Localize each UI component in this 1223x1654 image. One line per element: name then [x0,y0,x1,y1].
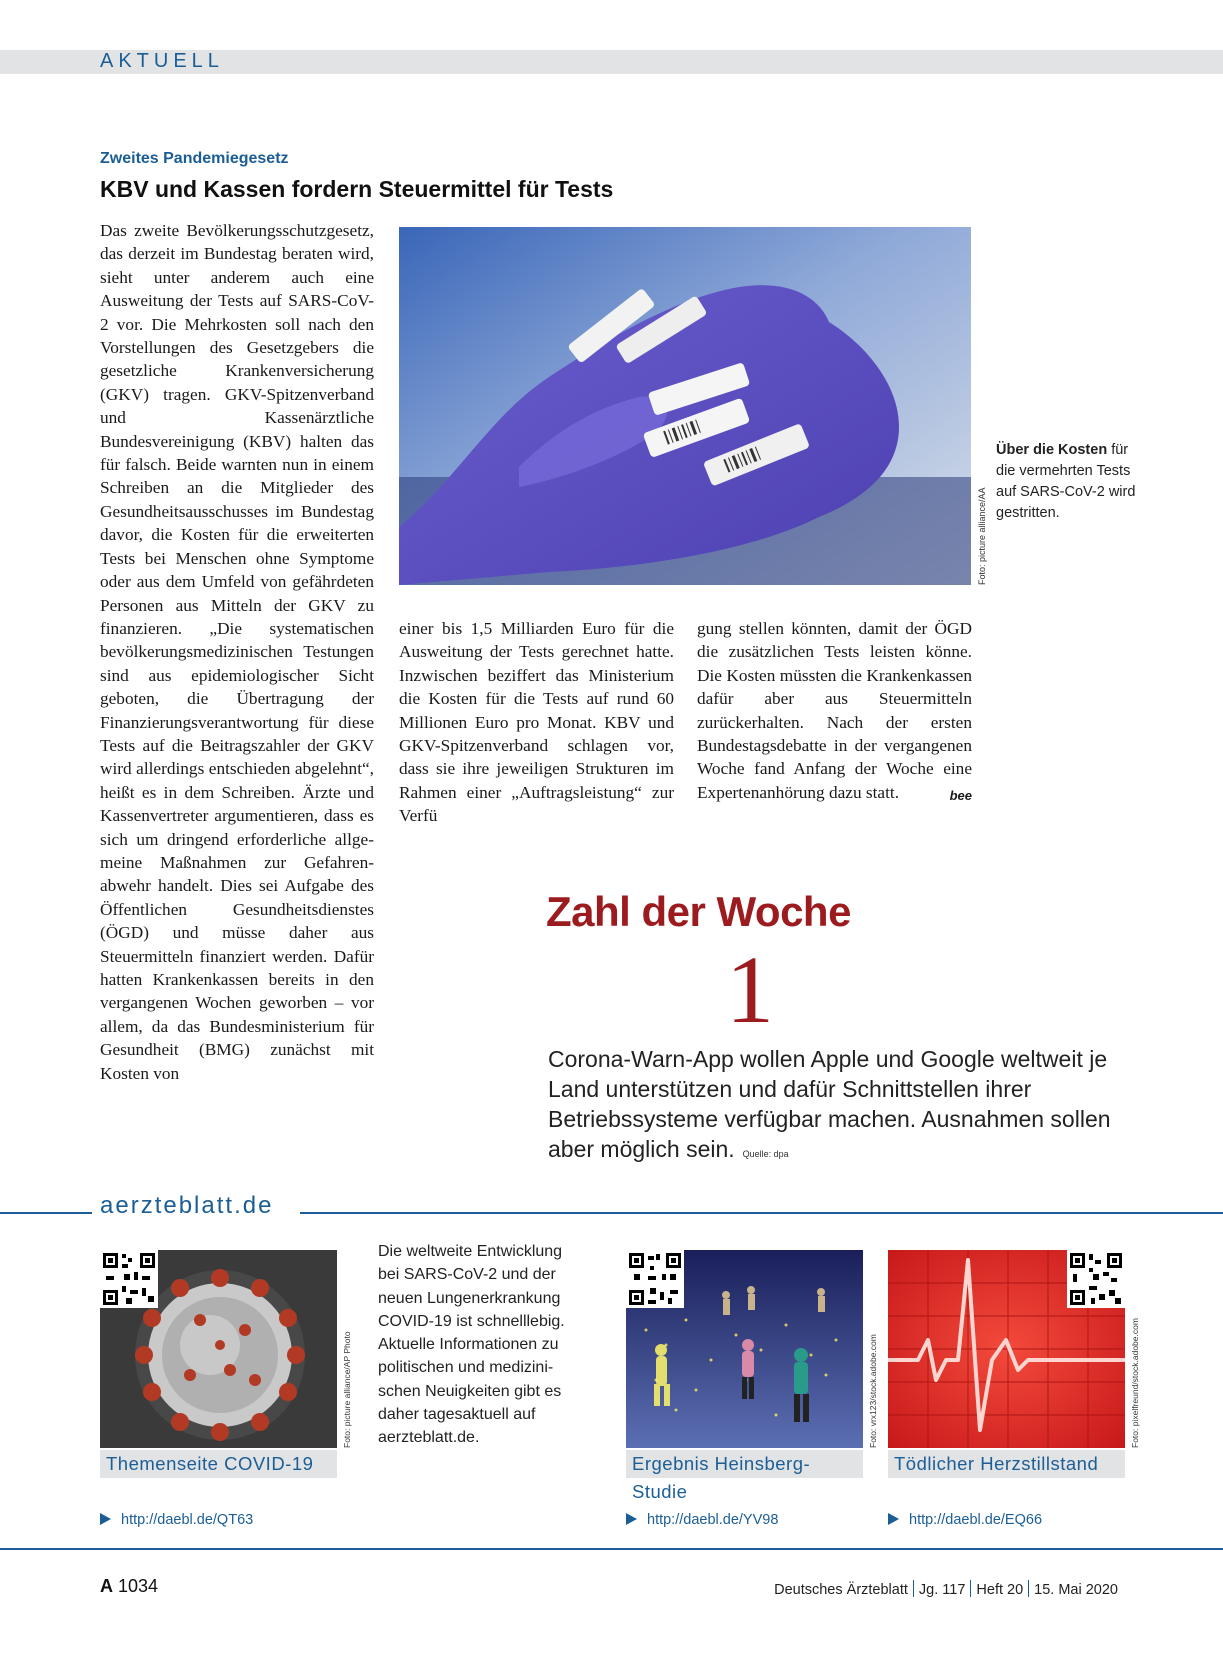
footer-rule [0,1548,1223,1550]
caption-lead: Über die Kosten [996,442,1108,458]
thumbnail-label-covid[interactable]: Themenseite COVID-19 [100,1450,337,1478]
issue-date: 15. Mai 2020 [1034,1582,1118,1598]
article-kicker: Zweites Pandemiegesetz [100,150,289,167]
thumbnail-credit: Foto: picture alliance/AP Photo [342,1331,352,1448]
journal-name: Deutsches Ärzteblatt [774,1582,908,1598]
thumbnail-label-heinsberg[interactable]: Ergebnis Heinsberg-Studie [626,1450,863,1478]
zahl-der-woche-text [548,1044,1148,1169]
link-herzstillstand[interactable] [888,1512,1042,1528]
article-photo-test-tubes [399,227,971,585]
caption-text: für die vermehrten Tests auf SARS-CoV-2 wird gestritten. [996,442,1136,521]
link-url[interactable]: http://daebl.de/EQ66 [909,1512,1043,1528]
thumbnail-credit: Foto: vrx123/stock.adobe.com [868,1334,878,1448]
photo-credit: Foto: picture alliance/AA [977,487,987,585]
article-column-1: Das zweite Bevölkerungsschutzgesetz, das derzeit im Bundestag beraten wird, sieht unter anderem auch eine Ausweitung der Tests auf SARS-CoV-2 vor. Die Mehrkosten soll nach den Vorstellungen des Gesetzgebers die gesetzliche Krankenversicherung (GKV) tragen. GKV-Spitzenverband und Kassenärztliche Bundesvereinigung (KBV) halten das für falsch. Beide warnten nun in einem Schreiben an die Mitglieder des Gesundheitsausschusses im Bundestag davor, die Kosten für die erweiterten Tests bei Menschen ohne Symptome oder aus dem Umfeld von gefährdeten Personen aus Mitteln der GKV zu finanzieren. „Die systematischen bevölkerungsmedizinischen Testungen sind aus epidemiologischer Sicht geboten, die Übertragung der Finanzierungsverantwortung für diese Tests auf die Beitragszahler der GKV wird allerdings entschieden abgelehnt“, heißt es in dem Schreiben. Ärzte und Kassenvertreter argumentieren, dass es sich um dringend erforderliche allgemeine Maßnahmen zur Gefahrenabwehr handelt. Dies sei Aufgabe des Öffentlichen Gesundheitsdienstes (ÖGD) und müsse daher aus Steuermitteln finanziert werden. Dafür hatten Krankenkassen bereits in den vergangenen Wochen geworben – vor allem, da das Bundesministerium für Gesundheit (BMG) zunächst mit Kosten von [100,221,374,1083]
separator [970,1580,971,1597]
link-heinsberg[interactable] [626,1512,778,1528]
separator [913,1580,914,1597]
section-label: AKTUELL [100,50,224,72]
thumbnail-heinsberg[interactable] [626,1250,863,1448]
aerzteblatt-label: aerzteblatt.de [100,1192,274,1219]
zahl-der-woche-source: Quelle: dpa [742,1149,789,1159]
link-covid[interactable] [100,1512,253,1528]
link-url[interactable]: http://daebl.de/YV98 [647,1512,779,1528]
thumbnail-covid-virus[interactable] [100,1250,337,1448]
play-arrow-icon [100,1513,111,1525]
aerzteblatt-intro-text: Die weltweite Entwicklung bei SARS-CoV-2 und der neuen Lungenerkrankung COVID-19 ist schnelllebig. Aktuelle Informationen zu politischen und medizinischen Neuigkeiten gibt es daher tagesaktuell auf aerzteblatt.de. [378,1243,565,1447]
thumbnail-credit: Foto: pixelfreund/stock.adobe.com [1130,1318,1140,1448]
section-rule-right [300,1212,1223,1214]
section-rule-left [0,1212,92,1214]
play-arrow-icon [888,1513,899,1525]
thumbnail-label-herzstillstand[interactable]: Tödlicher Herzstillstand [888,1450,1125,1478]
qr-code-icon [1067,1250,1125,1308]
page-number-value: 1034 [118,1576,159,1596]
qr-code-icon [100,1250,158,1308]
article-headline: KBV und Kassen fordern Steuermittel für Tests [100,176,614,202]
zahl-der-woche-title: Zahl der Woche [546,888,851,935]
separator [1028,1580,1029,1597]
zahl-der-woche-number: 1 [726,936,774,1043]
volume: Jg. 117 [918,1582,966,1598]
play-arrow-icon [626,1513,637,1525]
column-3-text: gung stellen könnten, damit der ÖGD die zusätzlichen Tests leisten könne. Die Kosten müssten die Krankenkassen dafür aber aus Steuermitteln zurückerhalten. Nach der ersten Bundestagsdebatte in der vergangenen Woche fand Anfang der Woche eine Expertenanhörung dazu statt. [697,619,972,802]
zahl-der-woche-body: Corona-Warn-App wollen Apple und Google weltweit je Land unterstützen und dafür Schnittstellen ihrer Betriebssysteme verfügbar machen. Ausnahmen sollen aber möglich sein. [548,1046,1111,1162]
footer-publication-info [774,1580,1118,1598]
article-column-2: einer bis 1,5 Milliarden Euro für die Ausweitung der Tests gerechnet hatte. Inzwischen beziffert das Ministerium die Kosten für die Tests auf rund 60 Millionen Euro pro Monat. KBV und GKV-Spitzenverband schlagen vor, dass sie ihre jeweiligen Strukturen im Rahmen einer „Auftragsleistung“ zur Verfü [399,619,674,826]
issue: Heft 20 [976,1582,1024,1598]
page-number [100,1576,158,1597]
photo-caption [996,440,1136,524]
article-column-3 [697,617,972,807]
thumbnail-herzstillstand[interactable] [888,1250,1125,1448]
qr-code-icon [626,1250,684,1308]
link-url[interactable]: http://daebl.de/QT63 [121,1512,254,1528]
author-initials: bee [949,787,972,803]
page-prefix: A [100,1576,113,1596]
